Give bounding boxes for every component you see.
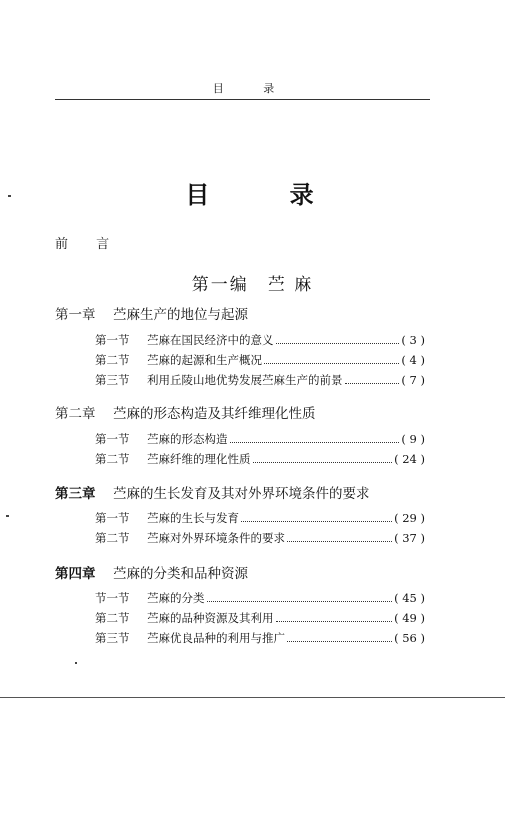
- toc-entry: [95, 431, 425, 447]
- section-title: 苎麻的起源和生产概况: [147, 353, 262, 367]
- chapter-number: 第一章: [55, 307, 96, 323]
- preface-entry: 前 言: [55, 237, 122, 252]
- leader-dots: [345, 375, 400, 384]
- page-number: ( 37 ): [394, 531, 425, 545]
- section-number: 第二节: [95, 611, 130, 625]
- scan-speck: [8, 195, 11, 197]
- leader-dots: [241, 513, 392, 522]
- leader-dots: [287, 533, 392, 542]
- leader-dots: [276, 335, 400, 344]
- section-title: 苎麻的品种资源及其利用: [147, 611, 274, 625]
- section-title: 苎麻的分类: [147, 591, 205, 605]
- toc-entry: [95, 352, 425, 368]
- section-title: 苎麻的生长与发育: [147, 511, 239, 525]
- section-title: 利用丘陵山地优势发展苎麻生产的前景: [147, 373, 343, 387]
- page-number: ( 29 ): [394, 511, 425, 525]
- chapter-number: 第三章: [55, 486, 96, 502]
- chapter-heading: [55, 482, 370, 502]
- section-number: 节一节: [95, 591, 130, 605]
- toc-entry: [95, 510, 425, 526]
- toc-entry: [95, 530, 425, 546]
- section-number: 第二节: [95, 531, 130, 545]
- scan-speck: [75, 662, 77, 664]
- header-rule: [55, 99, 430, 100]
- toc-entry: [95, 372, 425, 388]
- running-head: 目 录: [212, 82, 293, 95]
- leader-dots: [287, 633, 392, 642]
- chapter-number: 第四章: [55, 566, 96, 582]
- page-number: ( 3 ): [401, 333, 425, 347]
- page-number: ( 45 ): [394, 591, 425, 605]
- leader-dots: [230, 434, 400, 443]
- toc-entry: [95, 332, 425, 348]
- scan-speck: [6, 515, 9, 517]
- chapter-title: 苎麻的形态构造及其纤维理化性质: [113, 406, 316, 422]
- page-number: ( 4 ): [401, 353, 425, 367]
- chapter-title: 苎麻生产的地位与起源: [113, 307, 248, 323]
- section-number: 第一节: [95, 333, 130, 347]
- chapter-heading: [55, 562, 248, 582]
- leader-dots: [253, 454, 393, 463]
- toc-entry: [95, 630, 425, 646]
- part-title: 第一编 苎 麻: [191, 275, 314, 295]
- toc-entry: [95, 451, 425, 467]
- chapter-title: 苎麻的生长发育及其对外界环境条件的要求: [113, 486, 370, 502]
- section-title: 苎麻纤维的理化性质: [147, 452, 251, 466]
- chapter-number: 第二章: [55, 406, 96, 422]
- chapter-heading: [55, 303, 248, 323]
- page-number: ( 56 ): [394, 631, 425, 645]
- section-number: 第三节: [95, 373, 130, 387]
- chapter-heading: [55, 402, 316, 422]
- leader-dots: [276, 613, 393, 622]
- section-number: 第一节: [95, 432, 130, 446]
- leader-dots: [264, 355, 399, 364]
- section-number: 第三节: [95, 631, 130, 645]
- chapter-title: 苎麻的分类和品种资源: [113, 566, 248, 582]
- section-number: 第二节: [95, 353, 130, 367]
- section-title: 苎麻在国民经济中的意义: [147, 333, 274, 347]
- toc-entry: [95, 590, 425, 606]
- toc-entry: [95, 610, 425, 626]
- section-number: 第二节: [95, 452, 130, 466]
- leader-dots: [207, 593, 393, 602]
- page-number: ( 24 ): [394, 452, 425, 466]
- section-title: 苎麻对外界环境条件的要求: [147, 531, 285, 545]
- section-title: 苎麻优良品种的利用与推广: [147, 631, 285, 645]
- page-number: ( 9 ): [401, 432, 425, 446]
- section-number: 第一节: [95, 511, 130, 525]
- page-title: 目 录: [185, 180, 350, 209]
- section-title: 苎麻的形态构造: [147, 432, 228, 446]
- page-number: ( 49 ): [394, 611, 425, 625]
- footer-rule: [0, 697, 505, 698]
- page-number: ( 7 ): [401, 373, 425, 387]
